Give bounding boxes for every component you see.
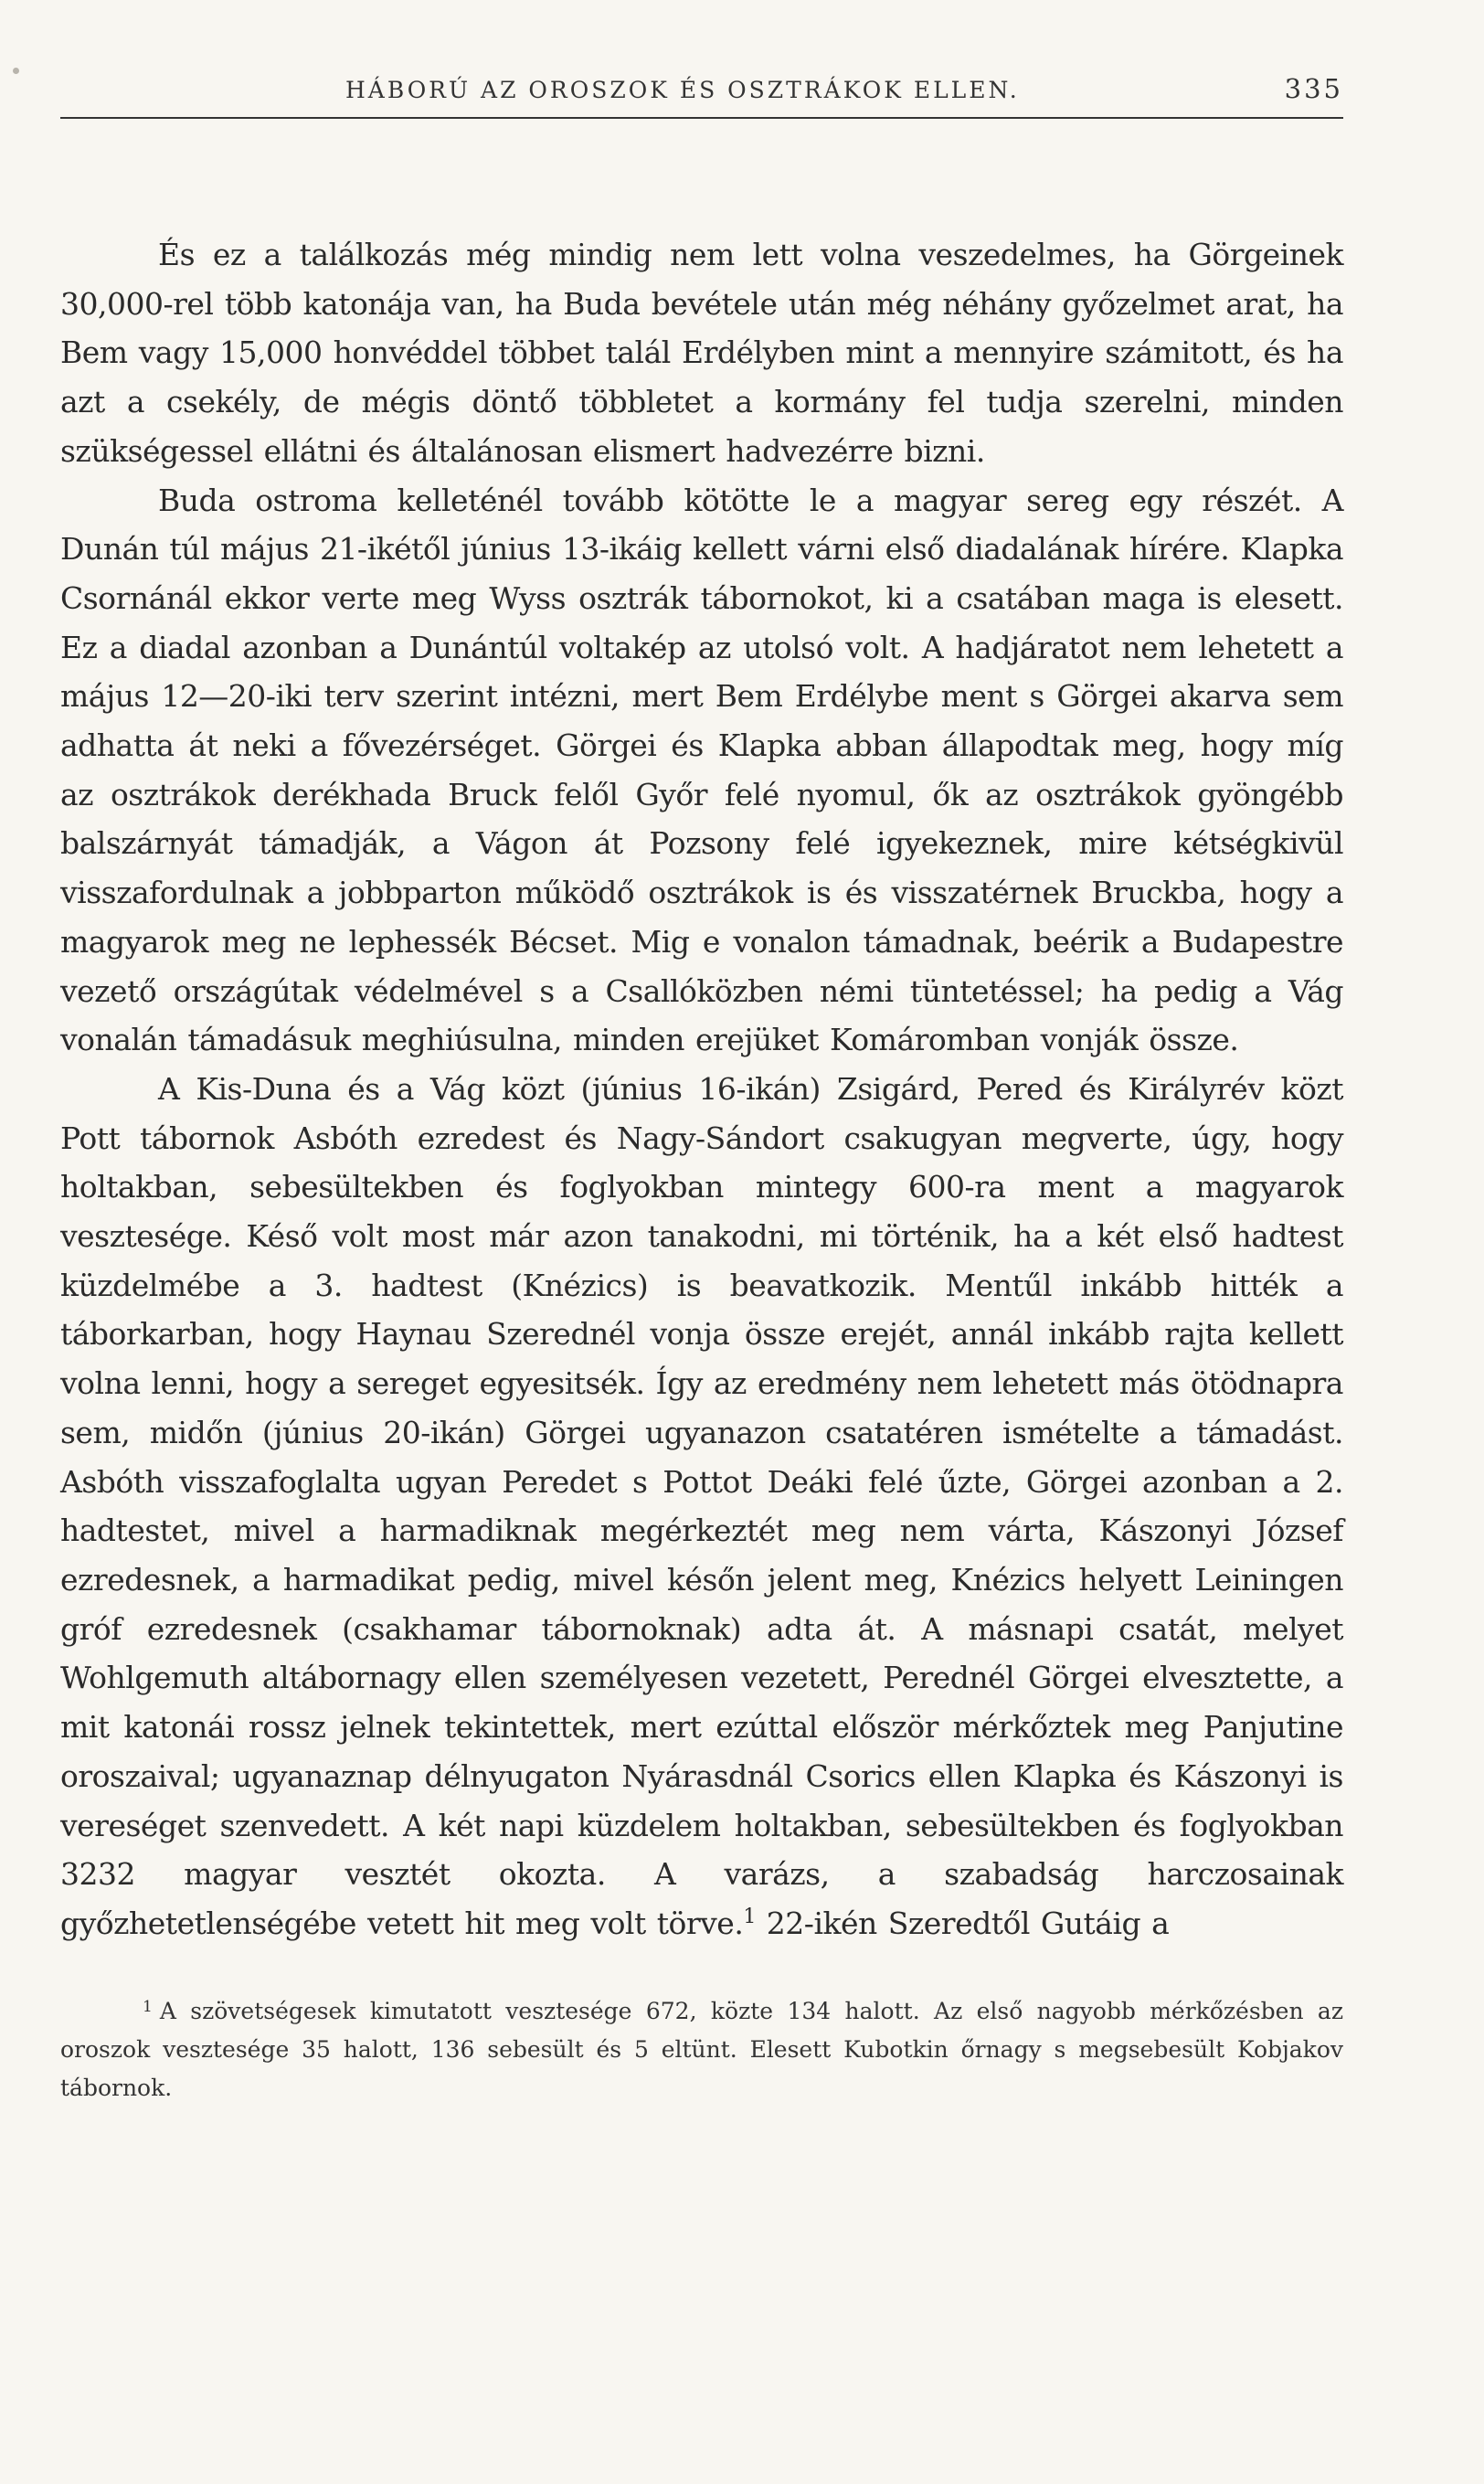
paragraph-3 <box>60 1065 1343 1948</box>
footnote-text: A szövetségesek kimutatott vesztesége 672, közte 134 halott. Az első nagyobb mérkőzésben az oroszok vesztesége 35 halott, 136 sebesült és 5 eltünt. Elesett Kubotkin őrnagy s megsebesült Kobjakov tábornok. <box>60 1997 1343 2101</box>
paper-speck <box>13 68 19 74</box>
main-text <box>60 230 1343 1948</box>
book-page <box>60 71 1343 2107</box>
page-number: 335 <box>1284 73 1343 104</box>
footnote-reference: 1 <box>743 1905 756 1928</box>
footnote-number: 1 <box>143 1997 153 2016</box>
running-title: HÁBORÚ AZ OROSZOK ÉS OSZTRÁKOK ELLEN. <box>345 77 1020 103</box>
paragraph-3-text: A Kis-Duna és a Vág közt (június 16-ikán) Zsigárd, Pered és Királyrév közt Pott tábornok Asbóth ezredest és Nagy-Sándort csakugyan megverte, úgy, hogy holtakban, sebesültekben és foglyokban mintegy 600-ra ment a magyarok vesztesége. Késő volt most már azon tanakodni, mi történik, ha a két első hadtest küzdelmébe a 3. hadtest (Knézics) is beavatkozik. Mentűl inkább hitték a táborkarban, hogy Haynau Szerednél vonja össze erejét, annál inkább rajta kellett volna lenni, hogy a sereget egyesitsék. Így az eredmény nem lehetett más ötödnapra sem, midőn (június 20-ikán) Görgei ugyanazon csatatéren ismételte a támadást. Asbóth visszafoglalta ugyan Peredet s Pottot Deáki felé űzte, Görgei azonban a 2. hadtestet, mivel a harmadiknak megérkeztét meg nem várta, Kászonyi József ezredesnek, a harmadikat pedig, mivel későn jelent meg, Knézics helyett Leiningen gróf ezredesnek (csakhamar tábornoknak) adta át. A másnapi csatát, melyet Wohlgemuth altábornagy ellen személyesen vezetett, Perednél Görgei elvesztette, a mit katonái rossz jelnek tekintettek, mert ezúttal először mérkőztek meg Panjutine oroszaival; ugyanaznap délnyugaton Nyárasdnál Csorics ellen Klapka és Kászonyi is vereséget szenvedett. A két napi küzdelem holtakban, sebesültekben és foglyokban 3232 magyar vesztét okozta. A varázs, a szabadság harczosainak győzhetetlenségébe vetett hit meg volt törve. <box>60 1070 1343 1941</box>
paragraph-2: Buda ostroma kelleténél tovább kötötte le a magyar sereg egy részét. A Dunán túl május 21-ikétől június 13-ikáig kellett várni első diadalának hírére. Klapka Csornánál ekkor verte meg Wyss osztrák tábornokot, ki a csatában maga is elesett. Ez a diadal azonban a Dunántúl voltakép az utolsó volt. A hadjáratot nem lehetett a május 12—20-iki terv szerint intézni, mert Bem Erdélybe ment s Görgei akarva sem adhatta át neki a fővezérséget. Görgei és Klapka abban állapodtak meg, hogy míg az osztrákok derékhada Bruck felől Győr felé nyomul, ők az osztrákok gyöngébb balszárnyát támadják, a Vágon át Pozsony felé igyekeznek, mire kétségkivül visszafordulnak a jobbparton működő osztrákok is és visszatérnek Bruckba, hogy a magyarok meg ne lephessék Bécset. Mig e vonalon támadnak, beérik a Budapestre vezető országútak védelmével s a Csallóközben némi tüntetéssel; ha pedig a Vág vonalán támadásuk meghiúsulna, minden erejüket Komáromban vonják össze. <box>60 482 1343 1058</box>
running-header <box>60 71 1343 119</box>
paragraph-1: És ez a találkozás még mindig nem lett volna veszedelmes, ha Görgeinek 30,000-rel több katonája van, ha Buda bevétele után még néhány győzelmet arat, ha Bem vagy 15,000 honvéddel többet talál Erdélyben mint a mennyire számitott, és ha azt a csekély, de mégis döntő többletet a kormány fel tudja szerelni, minden szükségessel ellátni és általánosan elismert hadvezérre bizni. <box>60 237 1343 469</box>
paragraph-3-continuation: 22-ikén Szeredtől Gutáig a <box>755 1905 1170 1941</box>
footnote-1 <box>60 1992 1343 2107</box>
footnotes <box>60 1992 1343 2107</box>
